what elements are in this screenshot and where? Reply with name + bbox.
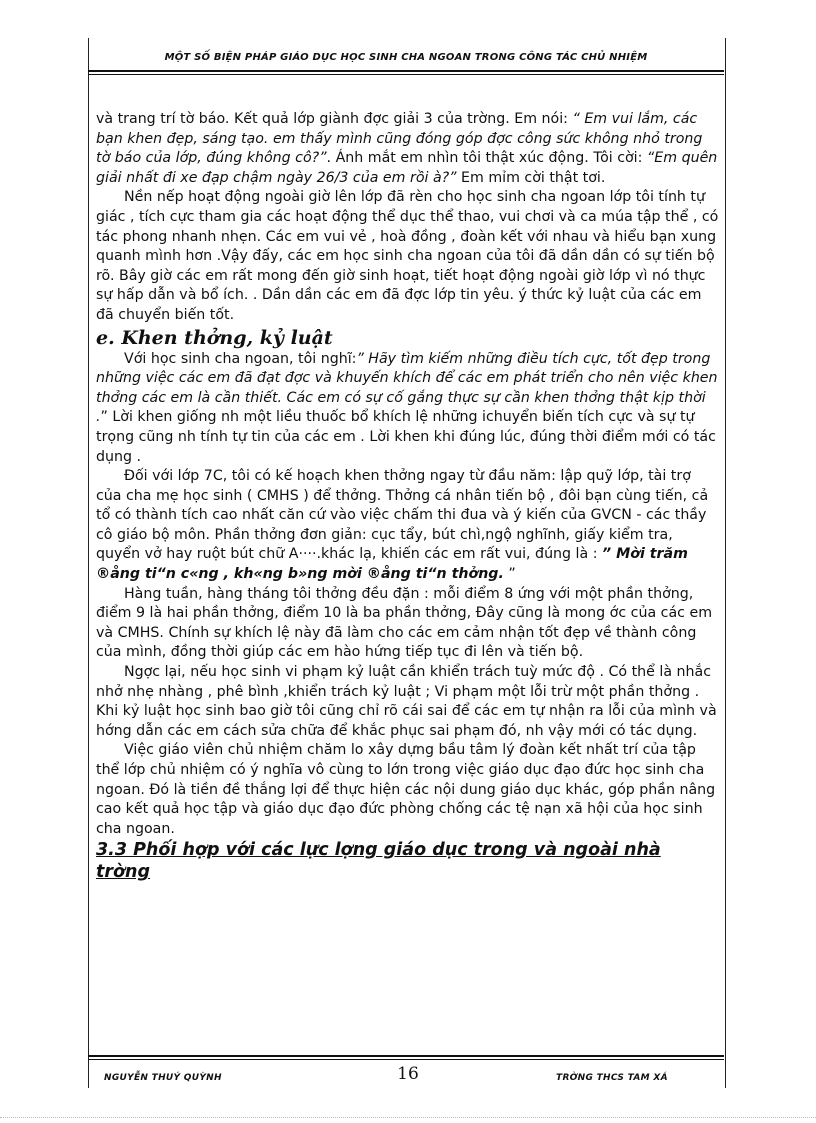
footer-rule-thin [88,1059,724,1060]
text-run: Đối với lớp 7C, tôi có kế hoạch khen thởng ngay từ đầu năm: lập quỹ lớp, tài trợ của cha mẹ học sinh ( CMHS ) để thởng. Thởng cá nhân tiến bộ , đôi bạn cùng tiến, cả tổ có thành tích cao nhất căn cứ vào việc chấm thi đua và ý kiến của GVCN - các thầy cô giáo bộ môn. Phần thởng đơn giản: cục tẩy, bút chì,ngộ nghĩnh, giấy kiểm tra, quyển vở hay ruột bút chữ A····.khác lạ, khiến các em rất vui, đúng là : [96,468,709,563]
text-run: ” Lời khen giống nh một liều thuốc bổ khích lệ những ichuyển biến tích cực và sự tự trọng cũng nh tính tự tin của các em . Lời khen khi đúng lúc, đúng thời điểm mới có tác dụng . [96,409,716,465]
paragraph-lop-7c [96,467,720,585]
text-run: . Ánh mắt em nhìn tôi thật xúc động. Tôi cời: [326,150,647,167]
document-body [96,110,720,883]
text-run: ” [503,566,516,583]
section-heading-3-3: 3.3 Phối hợp với các lực lợng giáo dục trong và ngoài nhà trờng [96,840,661,883]
text-run: và trang trí tờ báo. Kết quả lớp giành đợc giải 3 của trờng. Em nói: [96,111,573,127]
proverb: ” Mời trăm ®ång ti“n c«ng , kh«ng b»ng mời ®ång ti“n thởng. [96,546,688,583]
quote-student: “ Em vui lắm, các bạn khen đẹp, sáng tạo. em thấy mình cũng đóng góp đợc công sức không nhỏ trong tờ báo của lớp, đúng không cô?” [96,111,703,167]
paragraph-nen-nep: Nền nếp hoạt động ngoài giờ lên lớp đã rèn cho học sinh cha ngoan lớp tôi tính tự giác , tích cực tham gia các hoạt động thể dục thể thao, vui chơi và ca múa tập thể , có tác phong nhanh nhẹn. Các em vui vẻ , hoà đồng , đoàn kết với nhau và hiểu bạn xung quanh mình hơn .Vậy đấy, các em học sinh cha ngoan của tôi đã dần dần có sự tiến bộ rõ. Bây giờ các em rất mong đến giờ sinh hoạt, tiết hoạt động ngoài giờ lớp vì nó thực sự hấp dẫn và bổ ích. . Dần dần các em đã đợc lớp tin yêu. ý thức kỷ luật của các em đã chuyển biến tốt. [96,189,719,323]
page-bottom-edge [0,1117,816,1118]
footer-author: NGUYỄN THUÝ QUỲNH [104,1073,222,1083]
page-number: 16 [397,1064,419,1084]
footer-school: TRỜNG THCS TAM XÁ [556,1073,668,1083]
footer-rule [88,1055,724,1057]
paragraph-bao-tuong [96,110,720,188]
text-run: Em mỉm cời thật tơi. [456,169,606,186]
header-rule-thin [88,74,724,75]
quote-teacher: “Em quên giải nhất đi xe đạp chậm ngày 26/3 của em rồi à?” [96,150,718,186]
running-header: MỘT SỐ BIỆN PHÁP GIÁO DỤC HỌC SINH CHA NGOAN TRONG CÔNG TÁC CHỦ NHIỆM [164,52,648,63]
paragraph-hang-tuan: Hàng tuần, hàng tháng tôi thởng đều đặn : mỗi điểm 8 ứng với một phần thởng, điểm 9 là hai phần thởng, điểm 10 là ba phần thởng, Đây cũng là mong ớc của các em và CMHS. Chính sự khích lệ này đã làm cho các em cảm nhận tốt đẹp về thành công của mình, đồng thời giúp các em hào hứng tiếp tục đi lên và tiến bộ. [96,585,713,661]
paragraph-ky-luat: Ngợc lại, nếu học sinh vi phạm kỷ luật cần khiển trách tuỳ mức độ . Có thể là nhắc nhở nhẹ nhàng , phê bình ,khiển trách kỷ luật ; Vi phạm một lỗi trừ một phần thởng . Khi kỷ luật học sinh bao giờ tôi cũng chỉ rõ cái sai để các em tự nhận ra lỗi của mình và hớng dẫn các em cách sửa chữa để khắc phục sai phạm đó, nh vậy mới có tác dụng. [96,664,717,739]
paragraph-doan-ket: Việc giáo viên chủ nhiệm chăm lo xây dựng bầu tâm lý đoàn kết nhất trí của tập thể lớp chủ nhiệm có ý nghĩa vô cùng to lớn trong việc giáo dục đạo đức học sinh cha ngoan. Đó là tiền đề thắng lợi để thực hiện các nội dung giáo dục khác, góp phần nâng cao kết quả học tập và giáo dục đạo đức phòng chống các tệ nạn xã hội của học sinh cha ngoan. [96,742,716,837]
header-rule [88,70,724,72]
section-heading-khen-thuong: e. Khen thởng, kỷ luật [96,326,333,349]
quote-khen: ” Hãy tìm kiếm những điều tích cực, tốt đẹp trong những việc các em đã đạt đợc và khuyến khích để các em phát triển cho nên việc khen thởng các em là cần thiết. Các em có sự cố gắng thực sự cần khen thởng thật kịp thời . [96,350,718,426]
text-run: Với học sinh cha ngoan, tôi nghĩ: [124,350,357,367]
paragraph-khen [96,350,720,468]
